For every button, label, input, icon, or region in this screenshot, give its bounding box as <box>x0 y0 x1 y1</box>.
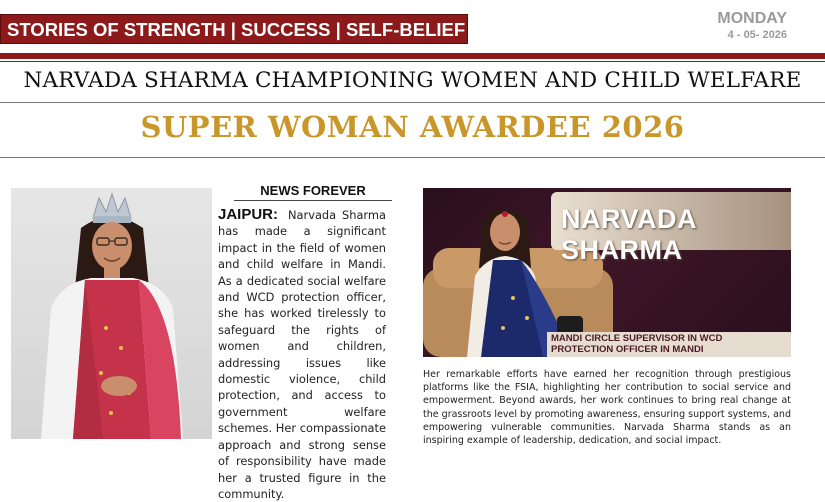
date-text: 4 - 05- 2026 <box>727 29 787 41</box>
story-body: Narvada Sharma has made a significant impact in the field of women and child welfare in Mandi. As a dedicated social welfare and WCD protection officer, she has worked tirelessly to safeguard the rights of women and children, addressing issues like domestic violence, child protection, and access to government welfare schemes. Her compassionate approach and strong sense of responsibility have made her a trusted figure in the community. <box>218 208 386 501</box>
divider-thick <box>0 53 825 59</box>
dateline: JAIPUR: <box>218 206 279 223</box>
caption-line-2: PROTECTION OFFICER IN MANDI <box>551 343 704 355</box>
portrait-illustration <box>11 188 212 439</box>
caption-line-1: MANDI CIRCLE SUPERVISOR IN WCD <box>551 333 723 344</box>
divider-headline <box>0 102 825 103</box>
photo-caption <box>547 332 791 357</box>
divider-subheadline <box>0 157 825 158</box>
feature-photo <box>423 188 791 357</box>
divider-thin <box>0 61 825 62</box>
story-continued: Her remarkable efforts have earned her recognition through prestigious platforms like the FSIA, highlighting her contribution to social service and empowerment. Beyond awards, her work continues to bring real change at the grassroots level by promoting awareness, ensuring support systems, and empowering vulnerable communities. Narvada Sharma stands as an inspiring example of leadership, dedication, and social impact. <box>423 369 791 447</box>
source-label: NEWS FOREVER <box>234 183 392 201</box>
subheadline: SUPER WOMAN AWARDEE 2026 <box>140 110 685 144</box>
feature-name: NARVADA SHARMA <box>561 204 697 265</box>
issue-date <box>717 10 787 41</box>
section-banner: STORIES OF STRENGTH | SUCCESS | SELF-BELIEF <box>0 14 468 44</box>
portrait-photo <box>11 188 212 439</box>
weekday: MONDAY <box>717 10 787 27</box>
headline: NARVADA SHARMA CHAMPIONING WOMEN AND CHILD WELFARE <box>23 68 802 93</box>
story-column <box>218 207 386 502</box>
